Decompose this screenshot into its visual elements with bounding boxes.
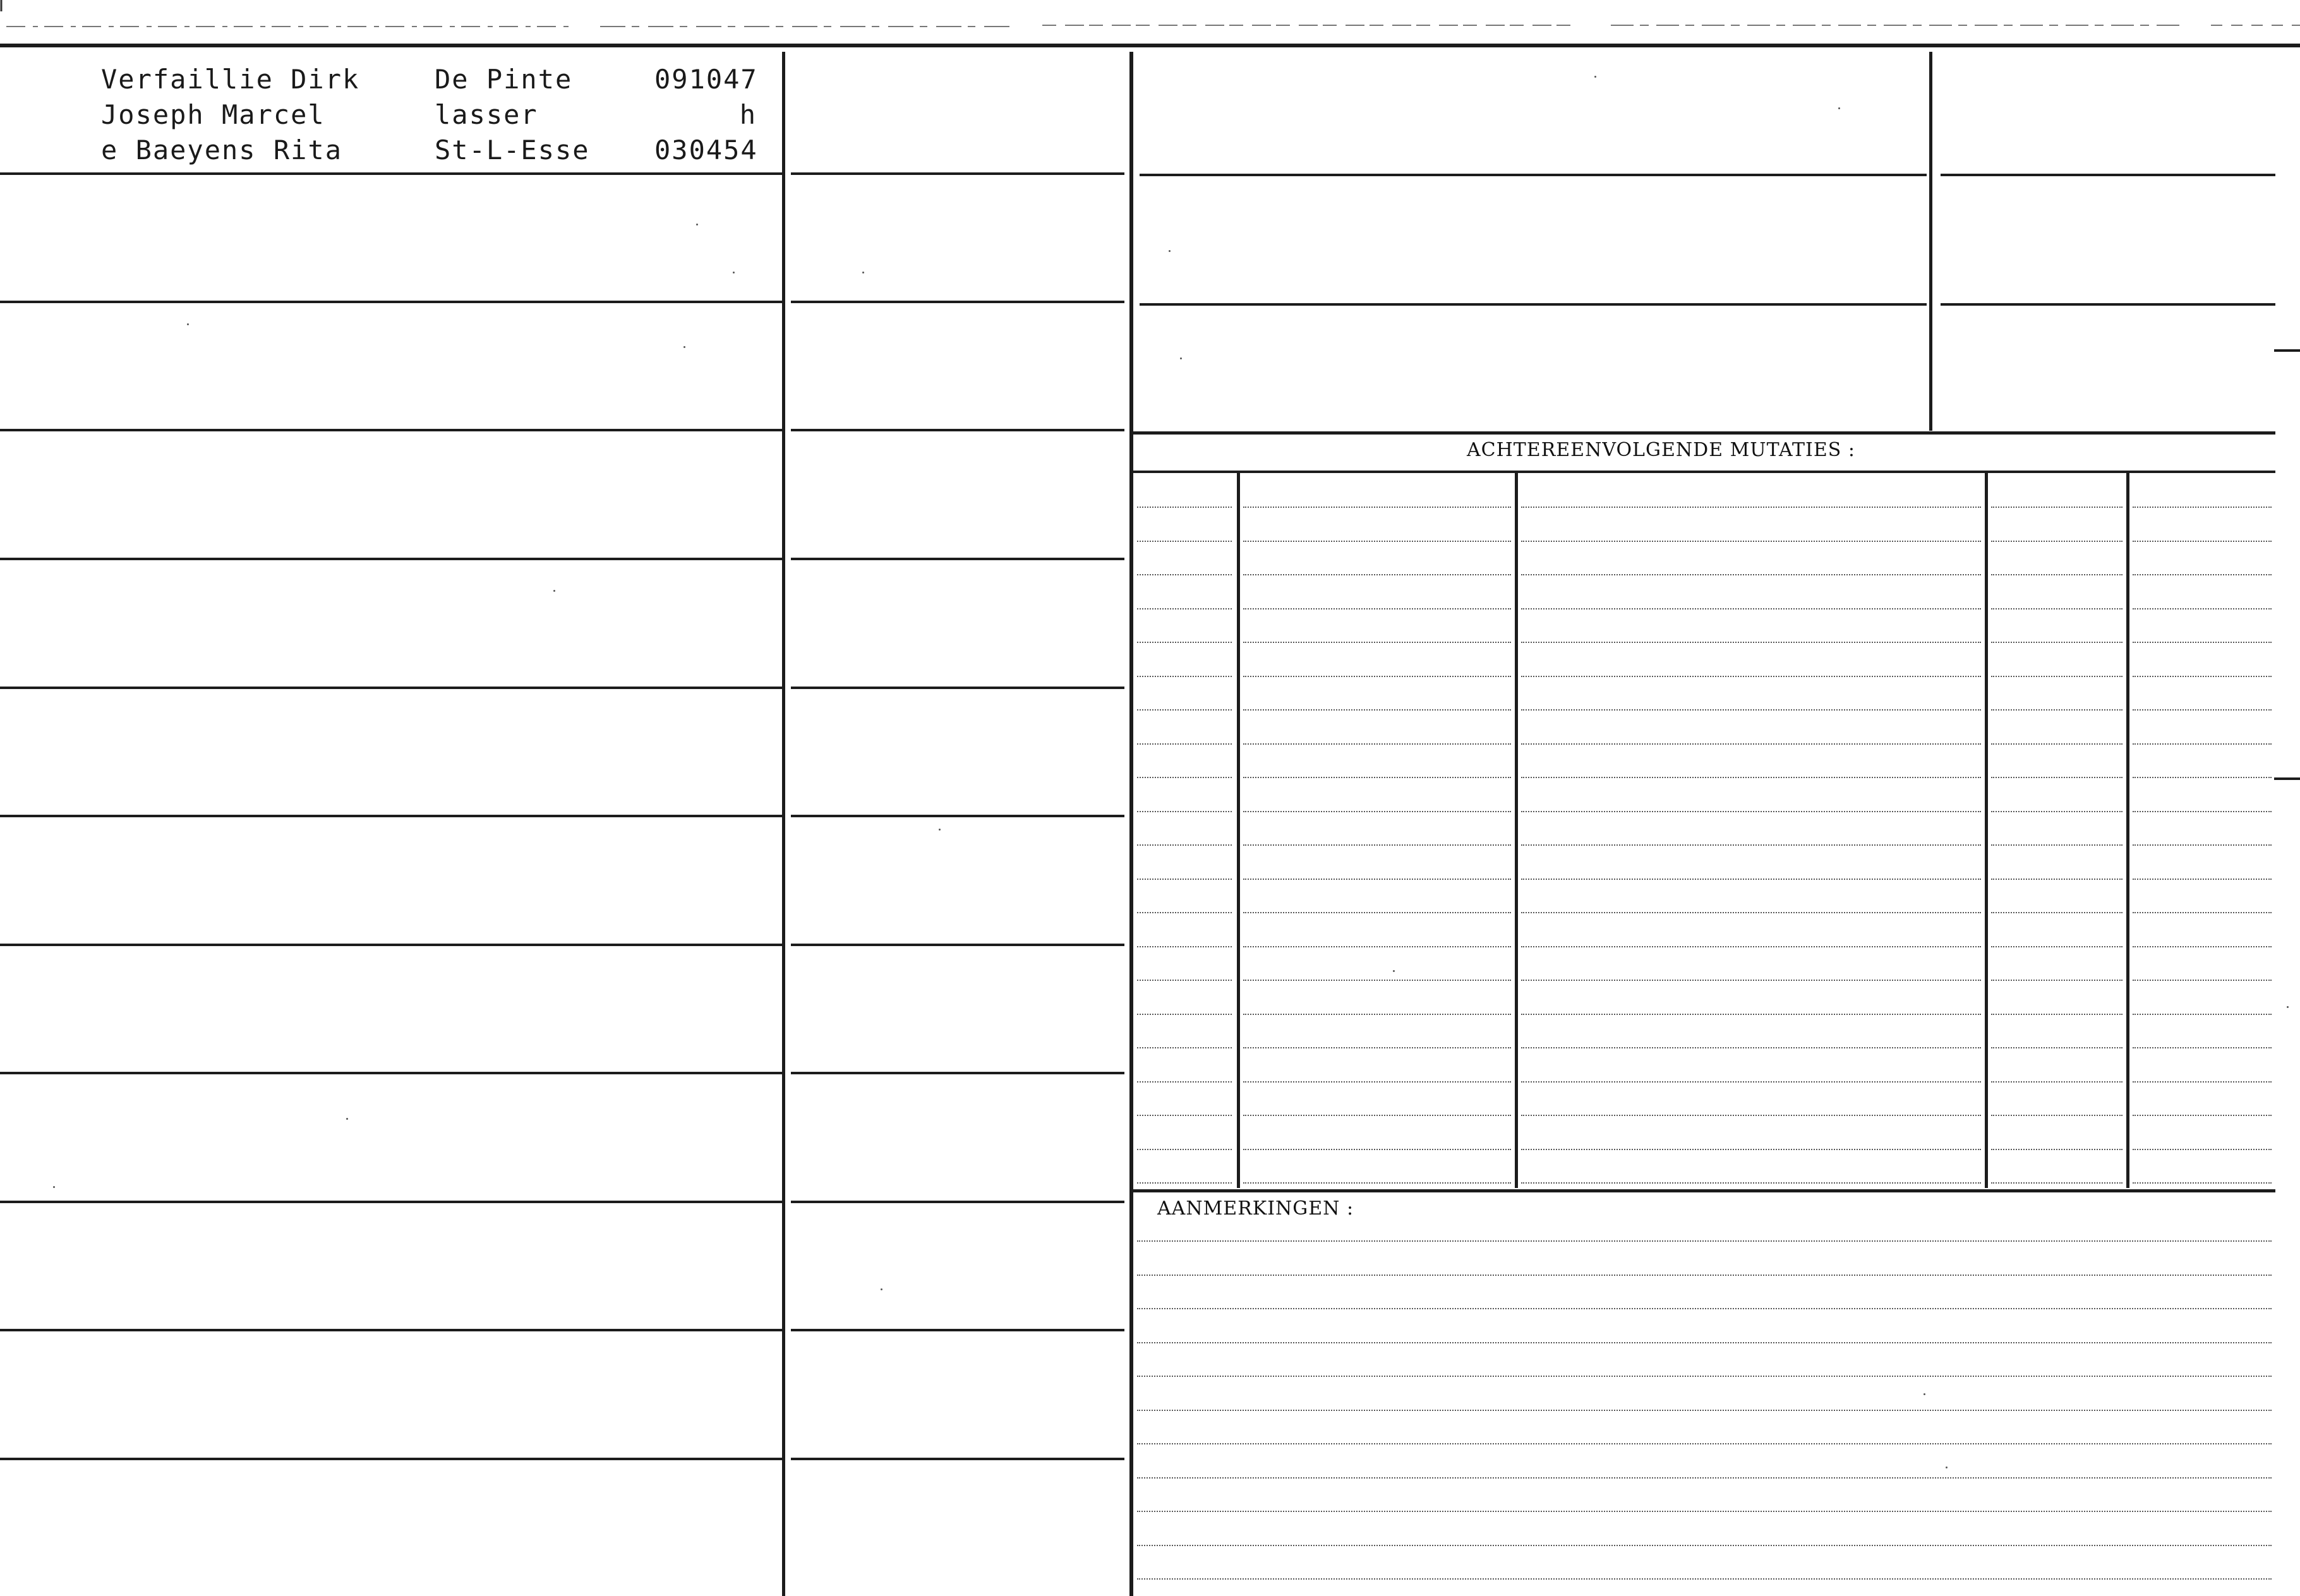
mutations-ruled-line xyxy=(1991,541,2122,542)
entry-place-line-1: De Pinte xyxy=(435,64,573,95)
row-divider xyxy=(0,558,784,560)
mutations-ruled-line xyxy=(1137,743,1232,745)
mutations-column-divider xyxy=(1515,473,1518,1188)
scan-speck xyxy=(683,346,685,348)
scan-speck xyxy=(733,272,735,273)
mutations-ruled-line xyxy=(1137,507,1232,508)
entry-name-line-2: Joseph Marcel xyxy=(101,99,325,130)
row-divider xyxy=(791,429,1124,431)
scan-speck xyxy=(862,272,864,273)
mutations-ruled-line xyxy=(1137,1115,1232,1116)
mutations-ruled-line xyxy=(1991,946,2122,947)
row-divider xyxy=(0,1458,784,1460)
row-divider xyxy=(0,687,784,689)
remarks-ruled-line xyxy=(1137,1240,2272,1242)
remarks-ruled-line xyxy=(1137,1275,2272,1276)
mutations-ruled-line xyxy=(2133,642,2272,643)
mutations-ruled-line xyxy=(2133,676,2272,677)
scan-speck xyxy=(881,1288,882,1290)
entry-place-line-2: lasser xyxy=(435,99,538,130)
mutations-ruled-line xyxy=(1137,541,1232,542)
remarks-ruled-line xyxy=(1137,1477,2272,1479)
mutations-ruled-line xyxy=(1243,642,1511,643)
mutations-ruled-line xyxy=(1521,811,1981,812)
row-divider xyxy=(791,687,1124,689)
mutations-ruled-line xyxy=(1991,574,2122,575)
mutations-ruled-line xyxy=(1991,1014,2122,1015)
row-divider xyxy=(791,1072,1124,1074)
mutations-ruled-line xyxy=(1137,709,1232,711)
mutations-ruled-line xyxy=(1991,743,2122,745)
mutations-ruled-line xyxy=(1243,574,1511,575)
mutations-ruled-line xyxy=(1137,844,1232,846)
mutations-ruled-line xyxy=(1521,709,1981,711)
mutations-ruled-line xyxy=(1243,1047,1511,1048)
row-divider xyxy=(0,944,784,946)
scan-speck xyxy=(1838,107,1840,109)
mutations-ruled-line xyxy=(1243,1081,1511,1083)
remarks-ruled-line xyxy=(1137,1410,2272,1411)
mutations-ruled-line xyxy=(1243,811,1511,812)
mutations-column-divider xyxy=(1985,473,1988,1188)
row-divider xyxy=(791,944,1124,946)
remarks-ruled-line xyxy=(1137,1342,2272,1343)
scan-speck xyxy=(1180,357,1182,359)
row-divider xyxy=(0,301,784,303)
scan-speck xyxy=(1393,970,1395,972)
mutations-ruled-line xyxy=(1991,912,2122,913)
entry-code-line-2: h xyxy=(739,99,757,130)
mutations-ruled-line xyxy=(1991,879,2122,880)
mutations-ruled-line xyxy=(1991,608,2122,609)
mutations-ruled-line xyxy=(1521,642,1981,643)
row-divider xyxy=(0,1072,784,1074)
mutations-ruled-line xyxy=(1243,743,1511,745)
entry-name-line-1: Verfaillie Dirk xyxy=(101,64,360,95)
mutations-ruled-line xyxy=(1521,1149,1981,1150)
mutations-ruled-line xyxy=(1991,844,2122,846)
mutations-ruled-line xyxy=(1991,642,2122,643)
mutations-ruled-line xyxy=(1521,879,1981,880)
mutations-ruled-line xyxy=(2133,507,2272,508)
mutations-ruled-line xyxy=(1137,777,1232,778)
mutations-header-border xyxy=(1132,471,2275,473)
mutations-ruled-line xyxy=(1991,507,2122,508)
row-divider xyxy=(2274,349,2300,352)
scan-speck xyxy=(1594,76,1596,78)
mutations-ruled-line xyxy=(2133,946,2272,947)
scan-speck xyxy=(187,323,189,325)
mutations-ruled-line xyxy=(1991,1182,2122,1184)
mutations-ruled-line xyxy=(1137,676,1232,677)
remarks-ruled-line xyxy=(1137,1376,2272,1377)
mutations-ruled-line xyxy=(1243,980,1511,981)
mutations-ruled-line xyxy=(2133,709,2272,711)
mutations-ruled-line xyxy=(1521,743,1981,745)
mutations-ruled-line xyxy=(1137,1047,1232,1048)
row-divider xyxy=(791,1201,1124,1203)
row-divider xyxy=(791,815,1124,817)
scan-speck xyxy=(1924,1393,1925,1395)
entry-code-line-3: 030454 xyxy=(654,135,758,165)
scan-speck xyxy=(939,829,941,831)
mutations-ruled-line xyxy=(2133,844,2272,846)
row-divider xyxy=(791,1329,1124,1331)
mutations-column-divider xyxy=(1237,473,1240,1188)
mutations-ruled-line xyxy=(1243,912,1511,913)
mutations-ruled-line xyxy=(1137,574,1232,575)
mutations-ruled-line xyxy=(1521,1081,1981,1083)
row-divider xyxy=(0,429,784,431)
scan-speck xyxy=(53,1186,55,1188)
mutations-ruled-line xyxy=(1243,541,1511,542)
mutations-ruled-line xyxy=(1137,912,1232,913)
mutations-ruled-line xyxy=(1991,676,2122,677)
mutations-ruled-line xyxy=(1521,844,1981,846)
mutations-ruled-line xyxy=(1521,507,1981,508)
mutations-ruled-line xyxy=(1243,676,1511,677)
mutations-ruled-line xyxy=(2133,1149,2272,1150)
mutations-ruled-line xyxy=(1137,1182,1232,1184)
mutations-ruled-line xyxy=(1243,1149,1511,1150)
row-divider xyxy=(0,1329,784,1331)
row-divider xyxy=(791,1458,1124,1460)
mutations-ruled-line xyxy=(1521,946,1981,947)
mutations-ruled-line xyxy=(1991,980,2122,981)
mutations-ruled-line xyxy=(2133,1182,2272,1184)
mutations-title: ACHTEREENVOLGENDE MUTATIES : xyxy=(1467,439,1855,461)
mutations-ruled-line xyxy=(1521,676,1981,677)
mutations-ruled-line xyxy=(2133,608,2272,609)
entry-code-line-1: 091047 xyxy=(654,64,758,95)
mutations-ruled-line xyxy=(1521,777,1981,778)
mutations-ruled-line xyxy=(2133,1014,2272,1015)
row-divider xyxy=(1140,303,1927,306)
remarks-ruled-line xyxy=(1137,1511,2272,1512)
mutations-ruled-line xyxy=(1991,777,2122,778)
mutations-ruled-line xyxy=(1137,1014,1232,1015)
mutations-ruled-line xyxy=(1137,980,1232,981)
mutations-ruled-line xyxy=(2133,980,2272,981)
mutations-ruled-line xyxy=(2133,1047,2272,1048)
mutations-ruled-line xyxy=(1521,980,1981,981)
mutations-column-divider xyxy=(2126,473,2129,1188)
mutations-ruled-line xyxy=(1137,811,1232,812)
mutations-ruled-line xyxy=(1521,1014,1981,1015)
row-divider xyxy=(0,1201,784,1203)
mutations-ruled-line xyxy=(1991,1115,2122,1116)
mutations-ruled-line xyxy=(1521,1182,1981,1184)
mutations-ruled-line xyxy=(1137,1081,1232,1083)
remarks-ruled-line xyxy=(1137,1578,2272,1580)
row-divider xyxy=(791,172,1124,175)
mutations-ruled-line xyxy=(1137,879,1232,880)
scan-speck xyxy=(1946,1467,1948,1468)
mutations-ruled-line xyxy=(1991,709,2122,711)
mutations-top-border xyxy=(1132,431,2275,435)
mutations-ruled-line xyxy=(1521,608,1981,609)
row-divider xyxy=(1941,303,2275,306)
mutations-ruled-line xyxy=(1137,946,1232,947)
mutations-ruled-line xyxy=(1243,709,1511,711)
mutations-ruled-line xyxy=(2133,912,2272,913)
mutations-ruled-line xyxy=(1521,912,1981,913)
mutations-ruled-line xyxy=(1521,1115,1981,1116)
mutations-ruled-line xyxy=(1137,642,1232,643)
mutations-ruled-line xyxy=(2133,743,2272,745)
row-divider xyxy=(0,172,784,175)
scan-speck xyxy=(696,224,698,225)
row-divider xyxy=(2274,777,2300,780)
mutations-ruled-line xyxy=(1991,1081,2122,1083)
mutations-ruled-line xyxy=(2133,1115,2272,1116)
remarks-ruled-line xyxy=(1137,1308,2272,1309)
mutations-ruled-line xyxy=(1991,1149,2122,1150)
mutations-ruled-line xyxy=(1521,1047,1981,1048)
mutations-ruled-line xyxy=(1243,946,1511,947)
column-divider xyxy=(782,52,785,1596)
mutations-ruled-line xyxy=(1243,844,1511,846)
row-divider xyxy=(791,558,1124,560)
mutations-ruled-line xyxy=(1243,608,1511,609)
mutations-ruled-line xyxy=(1991,1047,2122,1048)
scan-speck xyxy=(2287,1006,2289,1008)
mutations-ruled-line xyxy=(2133,811,2272,812)
mutations-ruled-line xyxy=(2133,541,2272,542)
mutations-ruled-line xyxy=(1137,1149,1232,1150)
mutations-ruled-line xyxy=(1137,608,1232,609)
mutations-ruled-line xyxy=(1243,777,1511,778)
column-divider xyxy=(1929,52,1932,431)
mutations-ruled-line xyxy=(2133,574,2272,575)
entry-name-line-3: e Baeyens Rita xyxy=(101,135,343,165)
mutations-ruled-line xyxy=(1991,811,2122,812)
mutations-ruled-line xyxy=(1521,574,1981,575)
mutations-bottom-border xyxy=(1132,1189,2275,1192)
remarks-ruled-line xyxy=(1137,1443,2272,1444)
mutations-ruled-line xyxy=(2133,777,2272,778)
entry-place-line-3: St-L-Esse xyxy=(435,135,590,165)
mutations-ruled-line xyxy=(1243,1115,1511,1116)
mutations-ruled-line xyxy=(1243,1014,1511,1015)
mutations-ruled-line xyxy=(1243,1182,1511,1184)
row-divider xyxy=(791,301,1124,303)
top-edge-scan-artifact xyxy=(0,0,2300,51)
mutations-ruled-line xyxy=(1521,541,1981,542)
mutations-ruled-line xyxy=(1243,507,1511,508)
scan-speck xyxy=(346,1118,348,1120)
row-divider xyxy=(1140,174,1927,176)
mutations-ruled-line xyxy=(2133,879,2272,880)
mutations-ruled-line xyxy=(2133,1081,2272,1083)
column-divider xyxy=(1129,52,1133,1596)
mutations-ruled-line xyxy=(1243,879,1511,880)
remarks-ruled-line xyxy=(1137,1545,2272,1546)
row-divider xyxy=(0,815,784,817)
remarks-title: AANMERKINGEN : xyxy=(1157,1197,1354,1220)
scan-speck xyxy=(1169,250,1171,252)
scan-speck xyxy=(553,590,555,592)
row-divider xyxy=(1941,174,2275,176)
